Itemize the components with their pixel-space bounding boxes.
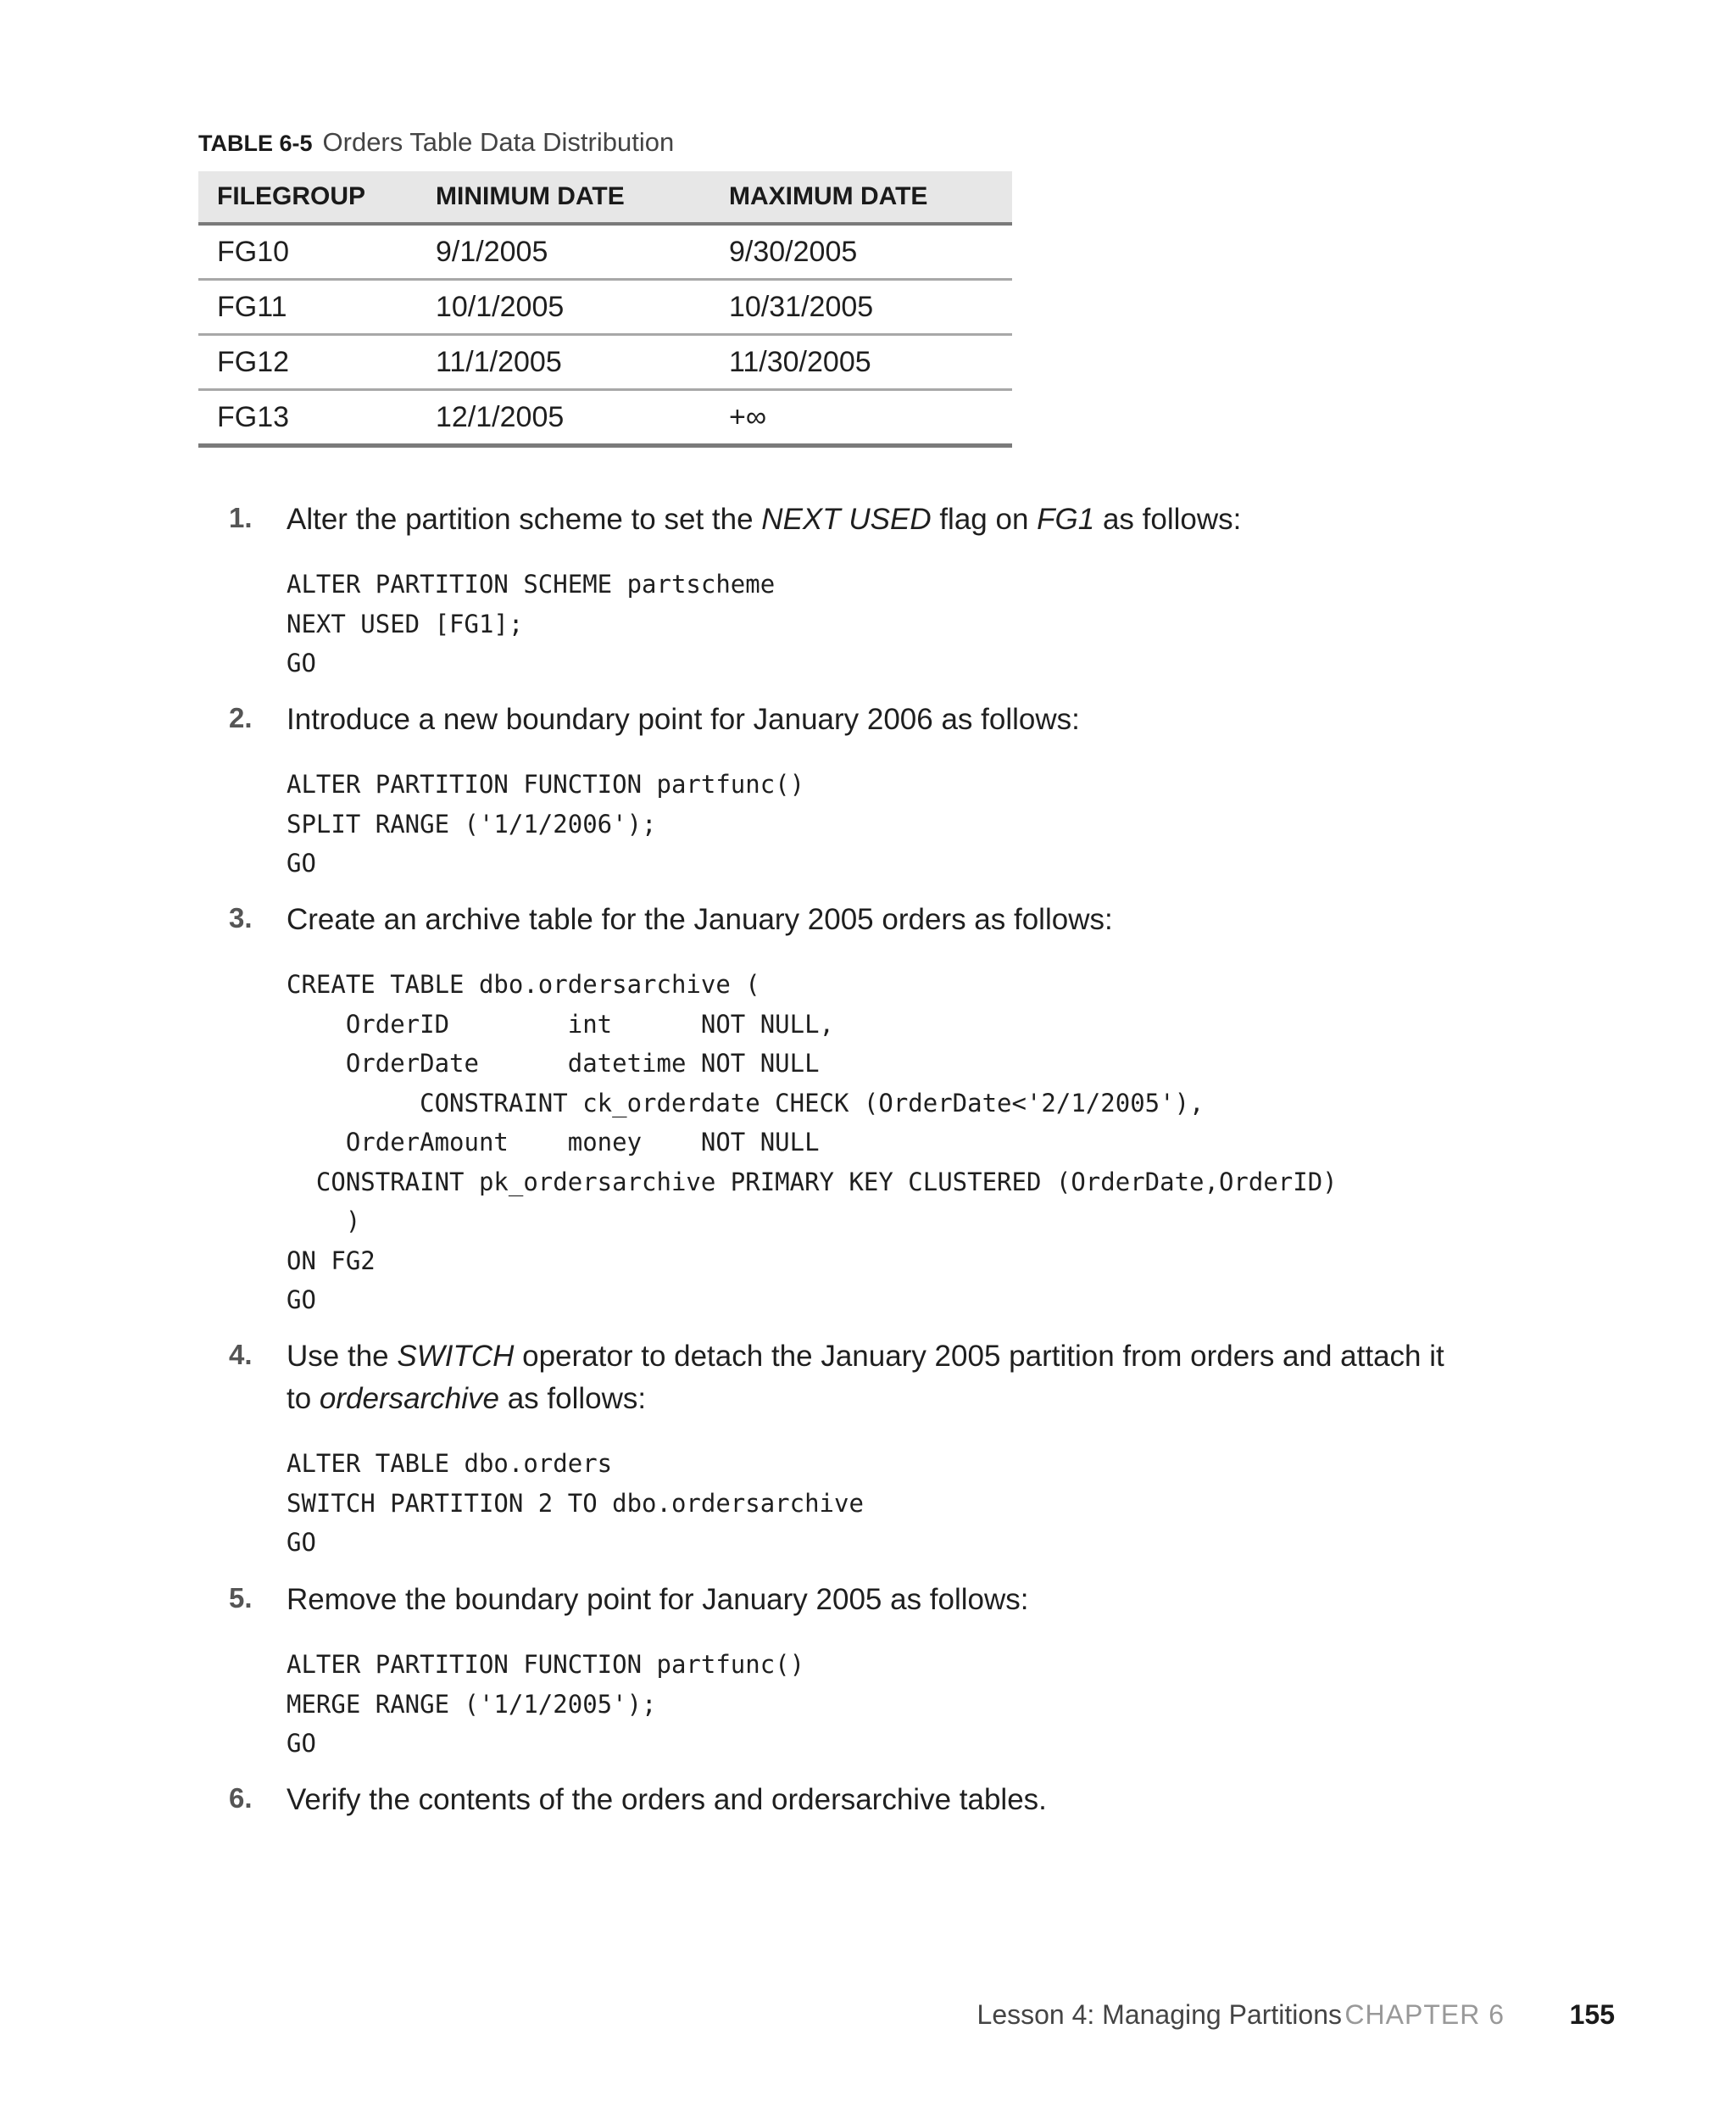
table-caption [198,127,674,158]
cell-filegroup: FG12 [198,335,417,390]
table-label: TABLE 6-5 [198,131,313,156]
cell-filegroup: FG10 [198,224,417,280]
cell-maximum-date: 11/30/2005 [710,335,1012,390]
table-row [198,335,1012,390]
term-fg1: FG1 [1037,503,1095,536]
code-block: ALTER TABLE dbo.orders SWITCH PARTITION 2 TO dbo.ordersarchive GO [287,1449,864,1557]
page-number: 155 [1569,1999,1615,2030]
header-maximum-date: MAXIMUM DATE [710,171,1012,224]
header-minimum-date: MINIMUM DATE [417,171,710,224]
step-number: 5. [229,1582,253,1614]
term-ordersarchive: ordersarchive [319,1382,499,1415]
table-row [198,280,1012,335]
step-instruction: Verify the contents of the orders and ordersarchive tables. [287,1783,1047,1816]
code-block: ALTER PARTITION FUNCTION partfunc() MERGE RANGE ('1/1/2005'); GO [287,1650,805,1758]
step-instruction: Introduce a new boundary point for January 2006 as follows: [287,703,1080,736]
code-block: ALTER PARTITION FUNCTION partfunc() SPLIT RANGE ('1/1/2006'); GO [287,770,805,878]
footer-lesson-title: Lesson 4: Managing Partitions [976,1999,1342,2030]
step-number: 2. [229,702,253,733]
cell-minimum-date: 9/1/2005 [417,224,710,280]
text-run: flag on [931,503,1038,536]
cell-minimum-date: 11/1/2005 [417,335,710,390]
term-switch: SWITCH [397,1340,515,1373]
text-run: Alter the partition scheme to set the [287,503,762,536]
text-run: operator to detach the January 2005 partition from orders and attach it to [287,1340,1444,1415]
step-instruction: Create an archive table for the January 2005 orders as follows: [287,903,1113,936]
page-footer [0,1999,1615,2042]
header-filegroup: FILEGROUP [198,171,417,224]
step-number: 4. [229,1339,253,1370]
code-block: CREATE TABLE dbo.ordersarchive ( OrderID int NOT NULL, OrderDate datetime NOT NULL CONSTRAINT ck_orderdate CHECK (OrderDate<'2/1/2005'), OrderAmount money NOT NULL CONSTRAINT pk_ordersarchive PRIMARY KEY CLUSTERED (OrderDate,OrderID) ) ON FG2 GO [287,970,1338,1314]
term-next-used: NEXT USED [761,503,932,536]
cell-minimum-date: 10/1/2005 [417,280,710,335]
footer-chapter: CHAPTER 6 [1344,1999,1505,2030]
cell-maximum-date: 10/31/2005 [710,280,1012,335]
table-row [198,390,1012,446]
text-run: as follows: [498,1382,647,1415]
step-instruction [287,499,1473,541]
step-number: 3. [229,902,253,934]
text-run: as follows: [1094,503,1242,536]
cell-filegroup: FG11 [198,280,417,335]
code-block: ALTER PARTITION SCHEME partscheme NEXT USED [FG1]; GO [287,570,776,677]
text-run: Use the [287,1340,398,1373]
table-row [198,224,1012,280]
cell-filegroup: FG13 [198,390,417,446]
step-number: 1. [229,502,253,533]
step-instruction: Remove the boundary point for January 2005 as follows: [287,1583,1029,1616]
table-header-row [198,171,1012,224]
step-instruction [287,1335,1473,1420]
table-title: Orders Table Data Distribution [322,127,675,157]
cell-maximum-date: +∞ [710,390,1012,446]
orders-distribution-table [198,171,1012,448]
step-number: 6. [229,1782,253,1814]
cell-maximum-date: 9/30/2005 [710,224,1012,280]
cell-minimum-date: 12/1/2005 [417,390,710,446]
